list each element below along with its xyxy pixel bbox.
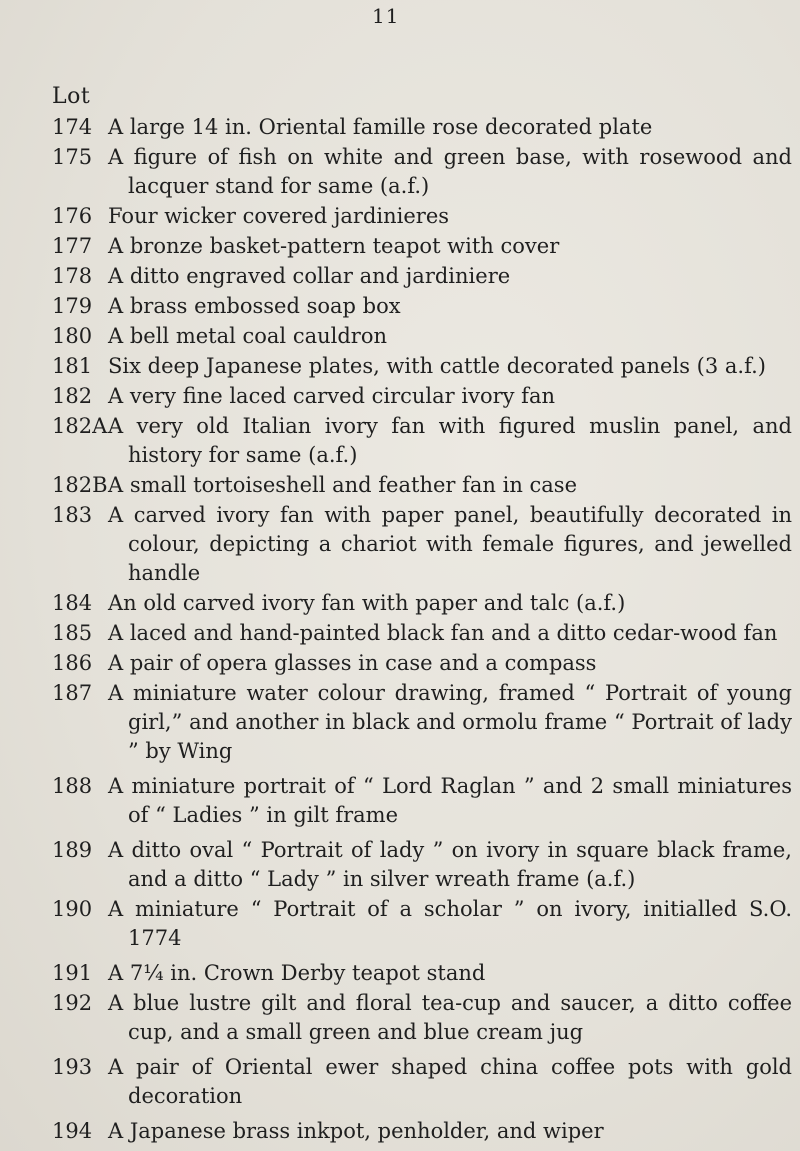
lot-number: 180 <box>52 324 93 348</box>
lot-description: A laced and hand-painted black fan and a ditto cedar-wood fan <box>108 621 778 645</box>
lot-entry <box>52 352 792 381</box>
lot-entry <box>52 959 792 988</box>
lot-number: 183 <box>52 503 93 527</box>
lot-number: 179 <box>52 294 93 318</box>
lot-description: A Japanese brass inkpot, penholder, and wiper <box>108 1119 604 1143</box>
lot-description: A blue lustre gilt and floral tea-cup and saucer, a ditto coffee cup, and a small green and blue cream jug <box>108 991 792 1044</box>
lot-entry <box>52 501 792 588</box>
lot-number: 187 <box>52 681 93 705</box>
lot-number: 182A <box>52 414 108 438</box>
lot-description: A ditto oval “ Portrait of lady ” on ivory in square black frame, and a ditto “ Lady ” in silver wreath frame (a.f.) <box>108 838 792 891</box>
lot-description: A miniature “ Portrait of a scholar ” on ivory, initialled S.O. 1774 <box>108 897 792 950</box>
lot-description: Six deep Japanese plates, with cattle decorated panels (3 a.f.) <box>108 354 766 378</box>
lot-number: 192 <box>52 991 93 1015</box>
lot-description: A figure of fish on white and green base, with rosewood and lacquer stand for same (a.f.) <box>108 145 792 198</box>
lot-number: 174 <box>52 115 93 139</box>
lot-entry <box>52 382 792 411</box>
lot-number: 185 <box>52 621 93 645</box>
lot-number: 188 <box>52 774 93 798</box>
lot-number: 186 <box>52 651 93 675</box>
lot-number: 181 <box>52 354 93 378</box>
lot-entry <box>52 589 792 618</box>
lot-description: Four wicker covered jardinieres <box>108 204 450 228</box>
lot-description: A pair of Oriental ewer shaped china coffee pots with gold decoration <box>108 1055 792 1108</box>
lot-description: A small tortoiseshell and feather fan in case <box>108 473 578 497</box>
lot-entry <box>52 292 792 321</box>
lot-entry <box>52 412 792 470</box>
lot-entry <box>52 619 792 648</box>
lot-number: 190 <box>52 897 93 921</box>
lot-entry <box>52 262 792 291</box>
lot-entry <box>52 989 792 1047</box>
lot-entry <box>52 471 792 500</box>
lot-entry <box>52 772 792 830</box>
lot-entry <box>52 143 792 201</box>
lot-description: A brass embossed soap box <box>108 294 401 318</box>
lot-description: An old carved ivory fan with paper and talc (a.f.) <box>108 591 626 615</box>
lot-description: A bronze basket-pattern teapot with cover <box>108 234 560 258</box>
lot-entry <box>52 322 792 351</box>
lot-entry <box>52 679 792 766</box>
lot-number: 193 <box>52 1055 93 1079</box>
lot-description: A very fine laced carved circular ivory fan <box>108 384 555 408</box>
lot-entry <box>52 232 792 261</box>
lot-number: 184 <box>52 591 93 615</box>
lot-entry <box>52 649 792 678</box>
lot-description: A ditto engraved collar and jardiniere <box>108 264 511 288</box>
lot-number: 182 <box>52 384 93 408</box>
lot-description: A carved ivory fan with paper panel, beautifully decorated in colour, depicting a chariot with female figures, and jewelled handle <box>108 503 792 585</box>
lot-description: A bell metal coal cauldron <box>108 324 387 348</box>
lot-number: 175 <box>52 145 93 169</box>
lot-entry <box>52 1117 792 1146</box>
lot-description: A 7¼ in. Crown Derby teapot stand <box>108 961 486 985</box>
page-number: 11 <box>372 4 400 28</box>
lot-list <box>52 113 792 1147</box>
lot-entry <box>52 113 792 142</box>
lot-description: A miniature water colour drawing, framed “ Portrait of young girl,” and another in black and ormolu frame “ Portrait of lady ” by Wing <box>108 681 792 763</box>
lot-number: 182B <box>52 473 108 497</box>
lot-number: 178 <box>52 264 93 288</box>
lot-entry <box>52 836 792 894</box>
lot-number: 194 <box>52 1119 93 1143</box>
lot-description: A very old Italian ivory fan with figured muslin panel, and history for same (a.f.) <box>108 414 792 467</box>
lot-number: 177 <box>52 234 93 258</box>
lot-description: A large 14 in. Oriental famille rose decorated plate <box>108 115 653 139</box>
lot-entry <box>52 202 792 231</box>
lot-number: 189 <box>52 838 93 862</box>
lot-description: A pair of opera glasses in case and a compass <box>108 651 597 675</box>
lot-column-heading: Lot <box>52 84 91 109</box>
lot-number: 176 <box>52 204 93 228</box>
lot-entry <box>52 895 792 953</box>
lot-number: 191 <box>52 961 93 985</box>
lot-description: A miniature portrait of “ Lord Raglan ” and 2 small miniatures of “ Ladies ” in gilt frame <box>108 774 792 827</box>
lot-entry <box>52 1053 792 1111</box>
